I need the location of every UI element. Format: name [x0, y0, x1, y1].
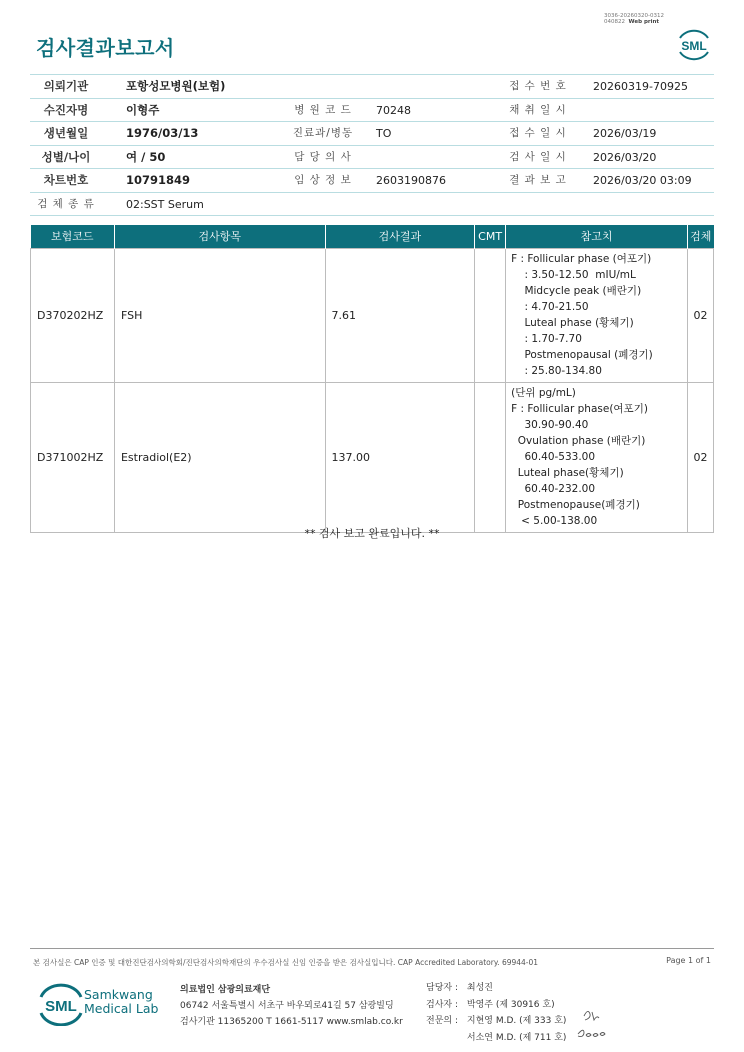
info-row [30, 122, 714, 146]
footer-logo-text: SML [45, 998, 77, 1015]
brand-line1: Samkwang [84, 987, 153, 1002]
staff-info [426, 980, 566, 1046]
staff-role: 전문의 : [426, 1016, 458, 1026]
label-receipt-time: 접 수 일 시 [509, 127, 567, 139]
org-contact: 검사기관 11365200 T 1661-5117 www.smlab.co.kr [180, 1017, 403, 1027]
signature-icon [574, 1004, 608, 1042]
staff-name: 서소연 M.D. (제 711 호) [466, 1032, 567, 1043]
value-department: TO [376, 127, 392, 140]
logo-text: SML [681, 39, 707, 53]
cell-cmt [475, 248, 506, 382]
staff-name: 박영주 (제 30916 호) [466, 999, 555, 1010]
table-row [31, 248, 714, 382]
page-number: Page 1 of 1 [666, 956, 711, 965]
print-mode: Web print [628, 19, 660, 25]
staff-name: 지현영 M.D. (제 333 호) [466, 1016, 567, 1026]
cell-result: 137.00 [325, 382, 475, 532]
info-row [30, 75, 714, 99]
value-test-time: 2026/03/20 [593, 150, 657, 164]
cell-specimen: 02 [687, 248, 713, 382]
info-row [30, 146, 714, 170]
header-reference: 참고치 [506, 225, 688, 248]
label-department: 진료과/병동 [292, 127, 354, 139]
cell-specimen: 02 [687, 382, 713, 532]
cell-item: Estradiol(E2) [114, 382, 325, 532]
staff-role: 검사자 : [426, 999, 458, 1010]
label-patient-name: 수진자명 [43, 102, 89, 117]
info-row [30, 99, 714, 123]
org-name: 의료법인 삼광의료재단 [180, 985, 271, 995]
cell-result: 7.61 [325, 248, 475, 382]
header-insurance-code: 보험코드 [31, 225, 115, 248]
label-test-time: 검 사 일 시 [509, 150, 567, 163]
value-specimen-type: 02:SST Serum [126, 197, 204, 211]
info-row [30, 193, 714, 217]
completion-note: ** 검사 보고 완료입니다. ** [304, 527, 440, 540]
info-row [30, 169, 714, 193]
org-address: 06742 서울특별시 서초구 바우뫼로41길 57 삼광빌딩 [180, 1001, 394, 1011]
table-header-row [31, 225, 714, 248]
staff-row [426, 980, 566, 997]
value-hospital-code: 70248 [376, 103, 411, 117]
staff-row [426, 1013, 566, 1030]
label-receipt-no: 접 수 번 호 [509, 80, 567, 92]
label-chart-no: 차트번호 [43, 173, 89, 187]
staff-row [426, 1030, 566, 1047]
label-result-report: 결 과 보 고 [509, 174, 567, 186]
staff-name: 최성진 [466, 983, 493, 993]
header-test-item: 검사항목 [114, 225, 325, 248]
sml-footer-logo-icon [36, 982, 86, 1026]
value-result-report: 2026/03/20 03:09 [593, 174, 692, 187]
label-clinical-info: 임 상 정 보 [294, 174, 352, 186]
certification-note: 본 검사실은 CAP 인증 및 대한진단검사의학회/진단검사의학재단의 우수검사실 신임 인증을 받은 검사실입니다. CAP Accredited Laboratory. 69944-01 [33, 958, 539, 967]
cell-item: FSH [114, 248, 325, 382]
cell-code: D370202HZ [31, 248, 115, 382]
print-code-line2: 040822 [604, 19, 625, 25]
value-sex-age: 여 / 50 [126, 149, 166, 164]
value-birth-date: 1976/03/13 [126, 126, 199, 140]
footer-divider [30, 948, 714, 949]
label-specimen-type: 검 체 종 류 [37, 197, 95, 210]
label-birth-date: 생년월일 [43, 126, 89, 140]
brand-name [84, 988, 158, 1016]
label-doctor: 담 당 의 사 [294, 150, 352, 163]
label-hospital-code: 병 원 코 드 [294, 103, 352, 116]
table-row [31, 382, 714, 532]
value-requester: 포항성모병원(보험) [126, 79, 226, 93]
value-patient-name: 이형주 [126, 102, 160, 117]
label-requester: 의뢰기관 [43, 79, 89, 93]
label-sex-age: 성별/나이 [41, 149, 91, 164]
cell-cmt [475, 382, 506, 532]
sml-logo-icon [674, 26, 714, 62]
value-chart-no: 10791849 [126, 173, 191, 187]
label-collection-time: 채 취 일 시 [509, 103, 567, 116]
header-specimen: 검체 [687, 225, 713, 248]
results-table [30, 225, 714, 533]
brand-line2: Medical Lab [84, 1001, 159, 1016]
cell-code: D371002HZ [31, 382, 115, 532]
value-receipt-no: 20260319-70925 [593, 80, 688, 93]
cell-reference: (단위 pg/mL) F : Follicular phase(여포기) 30.90-90.40 Ovulation phase (배란기) 60.40-533.00 Luteal phase(황체기) 60.40-232.00 Postmenopause(폐경기) < 5.00-138.00 [506, 382, 688, 532]
value-receipt-time: 2026/03/19 [593, 127, 657, 140]
organization-info [180, 982, 403, 1030]
cell-reference: F : Follicular phase (여포기) : 3.50-12.50 mIU/mL Midcycle peak (배란기) : 4.70-21.50 Luteal phase (황체기) : 1.70-7.70 Postmenopausal (폐경기) : 25.80-134.80 [506, 248, 688, 382]
staff-role: 담당자 : [426, 983, 458, 993]
staff-row [426, 997, 566, 1014]
value-clinical-info: 2603190876 [376, 174, 446, 187]
patient-info [30, 74, 714, 216]
page-title: 검사결과보고서 [36, 36, 175, 60]
print-code [604, 13, 664, 25]
print-code-line1: 3036-20260320-0312 [604, 13, 664, 19]
header-test-result: 검사결과 [325, 225, 475, 248]
header-cmt: CMT [475, 225, 506, 248]
